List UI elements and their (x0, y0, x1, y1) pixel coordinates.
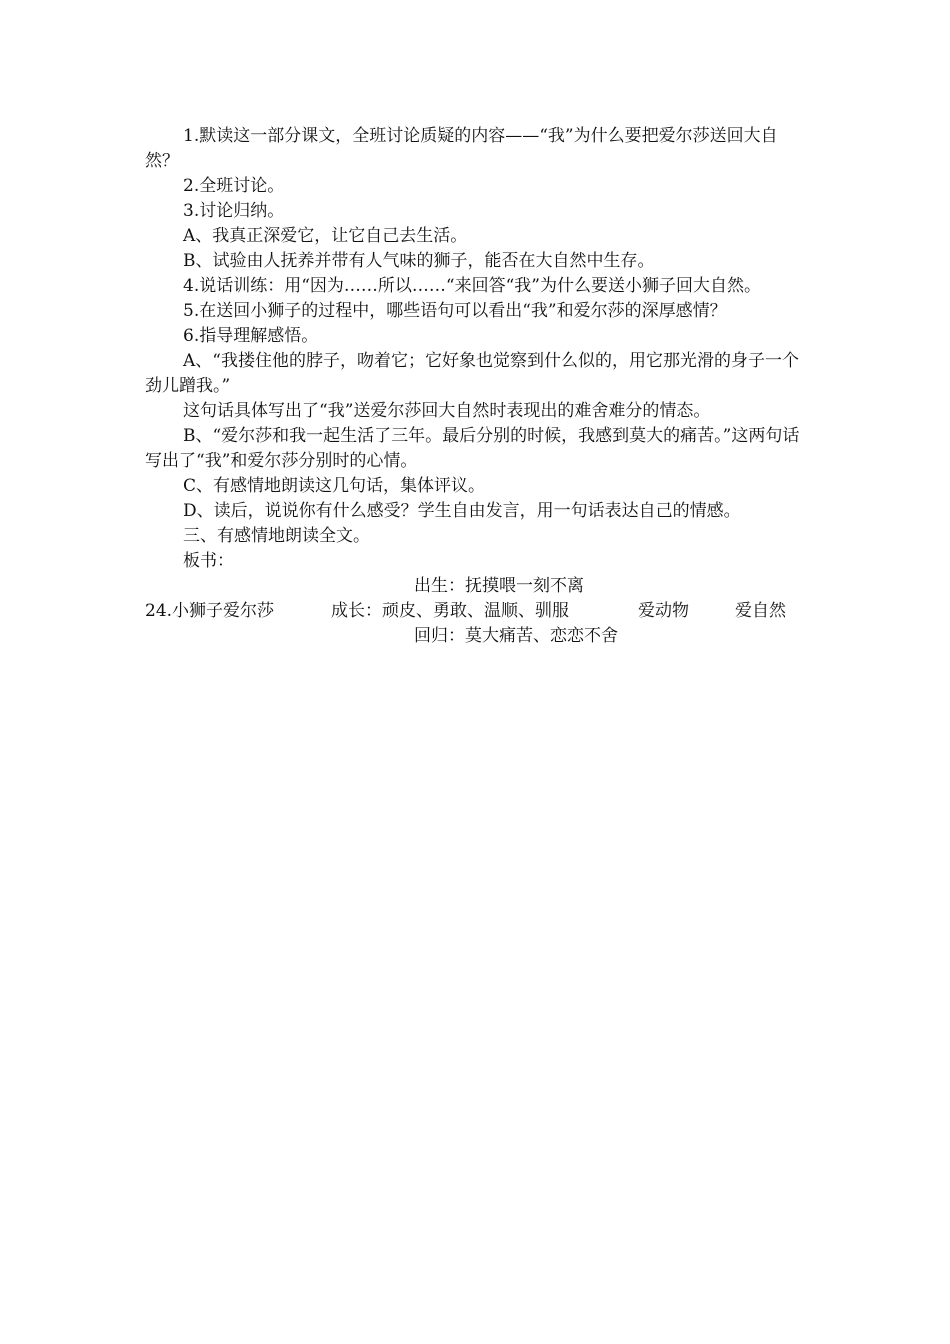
document-page (145, 124, 810, 649)
paragraph-11: B、“爱尔莎和我一起生活了三年。最后分别的时候，我感到莫大的痛苦。”这两句话写出了“我”和爱尔莎分别时的心情。 (145, 426, 800, 471)
paragraph-4: A、我真正深爱它，让它自己去生活。 (183, 226, 468, 246)
board-birth: 出生：抚摸喂一刻不离 (414, 576, 584, 596)
paragraph-12: C、有感情地朗读这几句话，集体评议。 (183, 476, 486, 496)
paragraph-10: 这句话具体写出了“我”送爱尔莎回大自然时表现出的难舍难分的情态。 (183, 401, 711, 421)
blackboard-summary (145, 574, 810, 649)
paragraph-1: 1.默读这一部分课文，全班讨论质疑的内容——“我”为什么要把爱尔莎送回大自然？ (145, 126, 778, 171)
board-growth: 成长：顽皮、勇敢、温顺、驯服 (331, 601, 569, 621)
board-title: 24.小狮子爱尔莎 (145, 601, 275, 621)
paragraph-15: 板书： (183, 551, 234, 571)
paragraph-5: B、试验由人抚养并带有人气味的狮子，能否在大自然中生存。 (183, 251, 655, 271)
paragraph-6: 4.说话训练：用“因为……所以……“来回答“我”为什么要送小狮子回大自然。 (183, 276, 761, 296)
board-return: 回归：莫大痛苦、恋恋不舍 (414, 626, 618, 646)
paragraph-9: A、“我搂住他的脖子，吻着它；它好象也觉察到什么似的，用它那光滑的身子一个劲儿蹭我。” (145, 351, 799, 396)
paragraph-13: D、读后，说说你有什么感受？学生自由发言，用一句话表达自己的情感。 (183, 501, 741, 521)
paragraph-14: 三、有感情地朗读全文。 (183, 526, 370, 546)
paragraph-7: 5.在送回小狮子的过程中，哪些语句可以看出“我”和爱尔莎的深厚感情？ (183, 301, 727, 321)
board-love-animals: 爱动物 (638, 601, 689, 621)
paragraph-2: 2.全班讨论。 (183, 176, 285, 196)
paragraph-8: 6.指导理解感悟。 (183, 326, 319, 346)
board-love-nature: 爱自然 (735, 601, 786, 621)
paragraph-3: 3.讨论归纳。 (183, 201, 285, 221)
